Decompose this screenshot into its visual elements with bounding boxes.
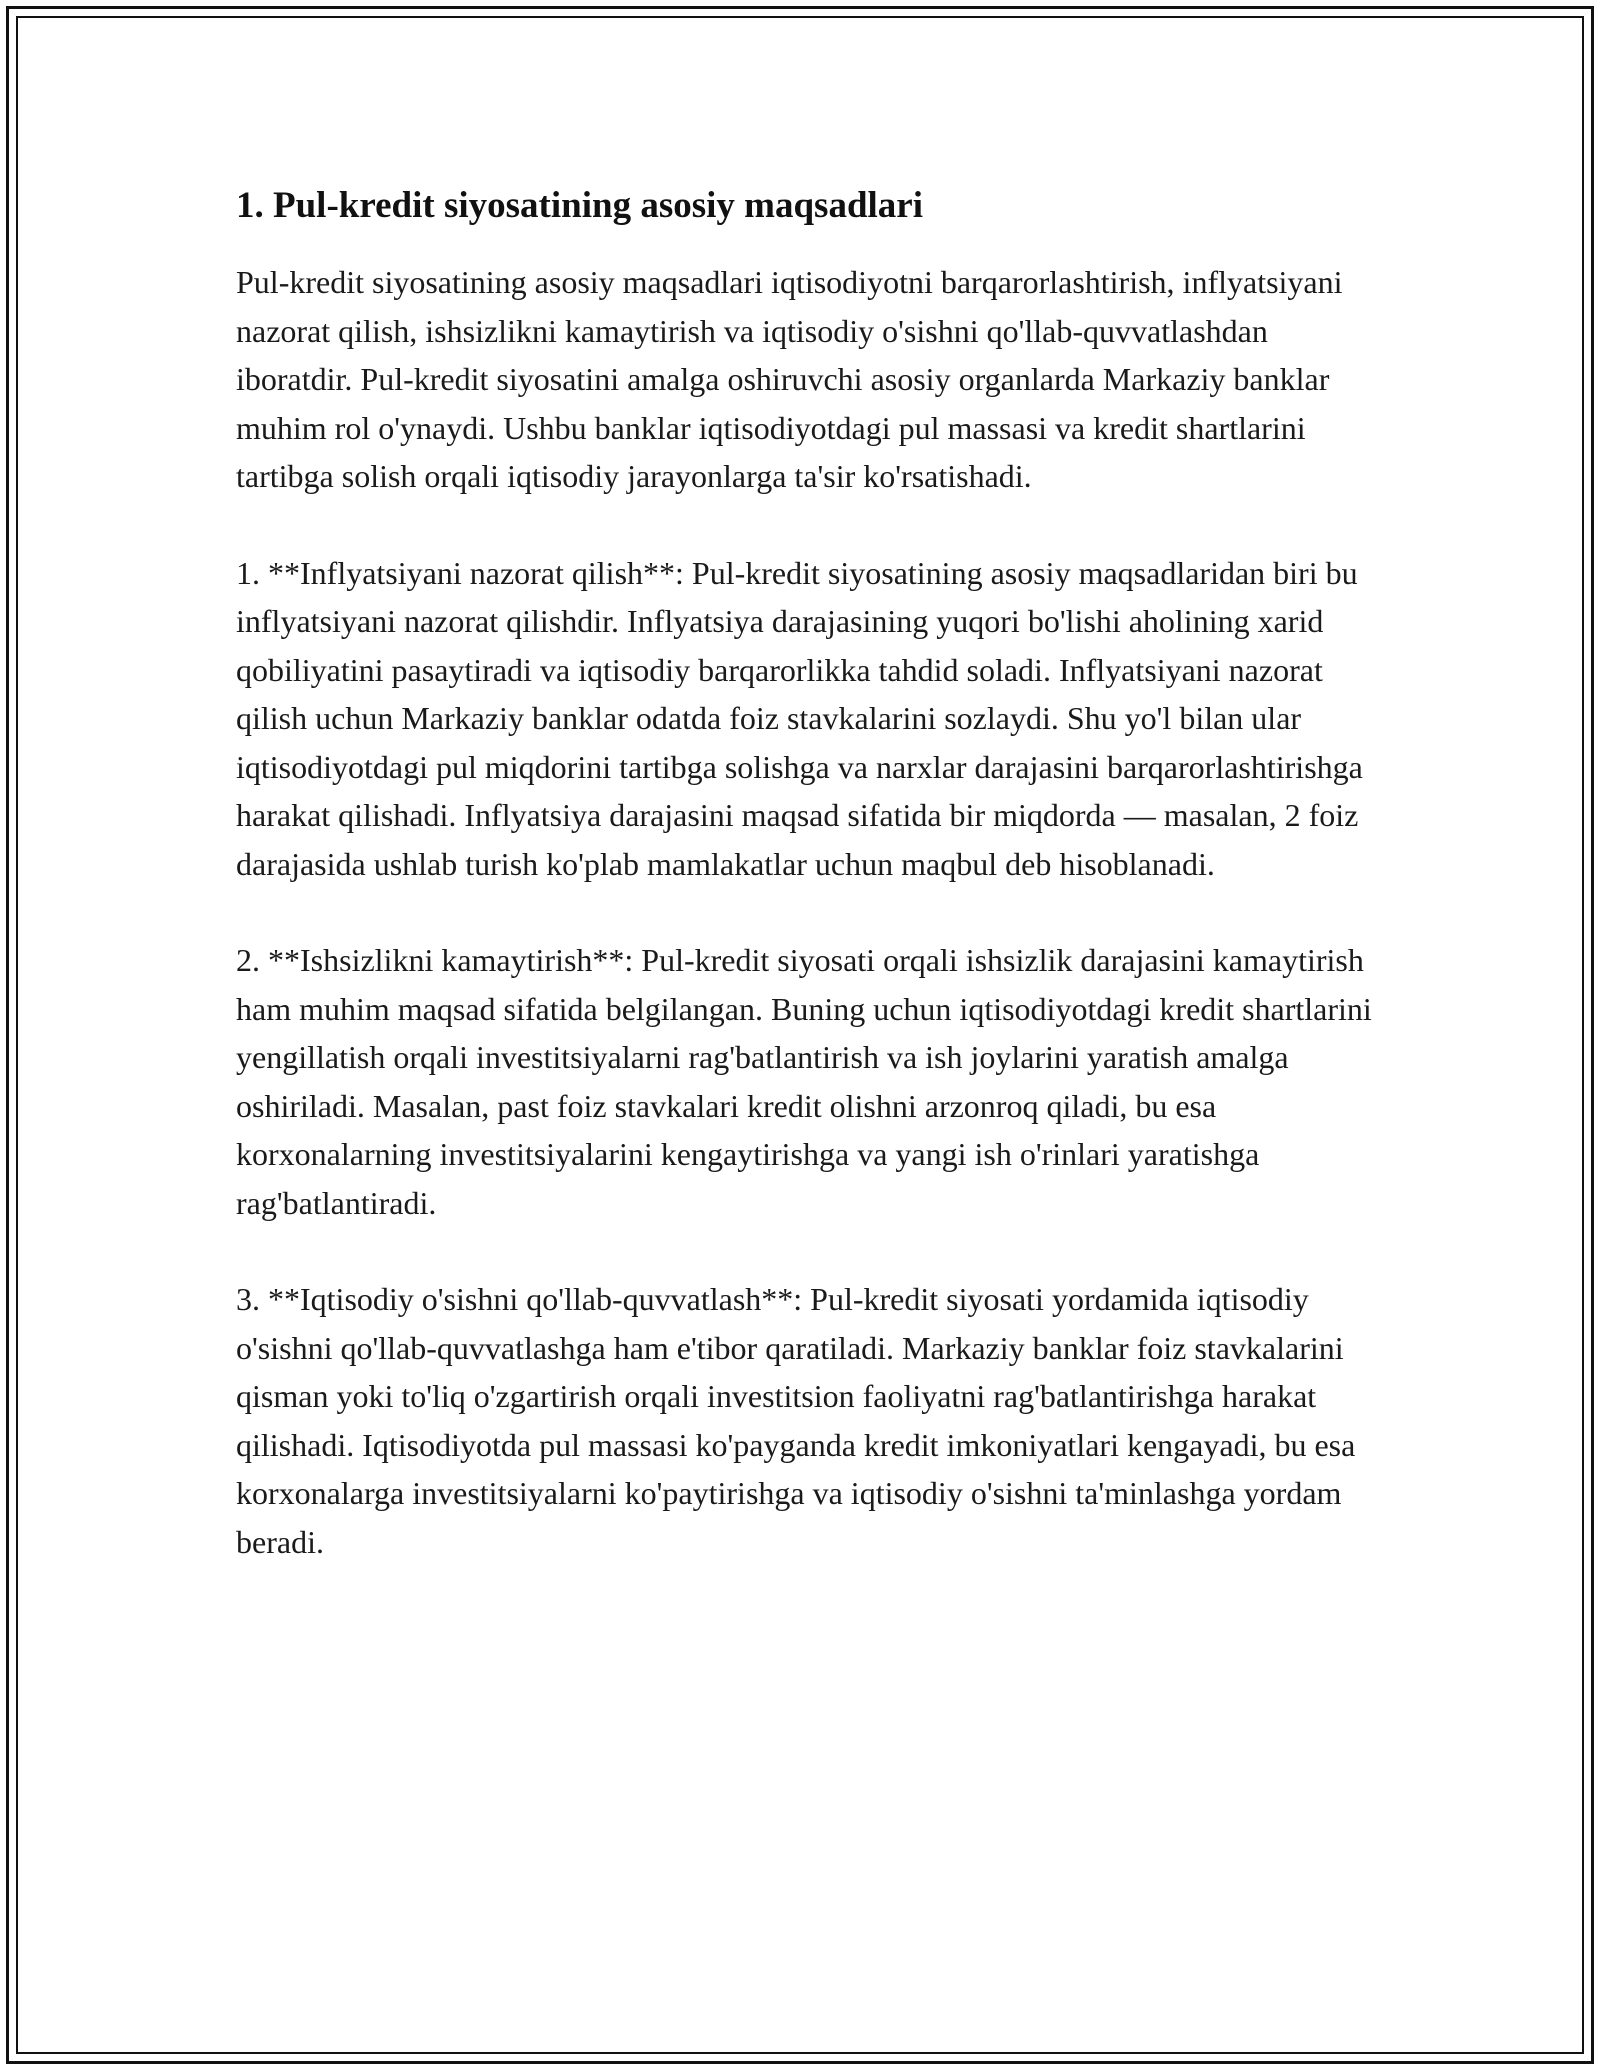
paragraph-inflation-control: 1. **Inflyatsiyani nazorat qilish**: Pul-kredit siyosatining asosiy maqsadlaridan biri bu inflyatsiyani nazorat qilishdir. Inflyatsiya darajasining yuqori bo'lishi aholining xarid qobiliyatini pasaytiradi va iqtisodiy barqarorlikka tahdid soladi. Inflyatsiyani nazorat qilish uchun Markaziy banklar odatda foiz stavkalarini sozlaydi. Shu yo'l bilan ular iqtisodiyotdagi pul miqdorini tartibga solishga va narxlar darajasini barqarorlashtirishga harakat qilishadi. Inflyatsiya darajasini maqsad sifatida bir miqdorda — masalan, 2 foiz darajasida ushlab turish ko'plab mamlakatlar uchun maqbul deb hisoblanadi. xyxy=(236,554,1363,882)
intro-paragraph: Pul-kredit siyosatining asosiy maqsadlari iqtisodiyotni barqarorlashtirish, inflyatsiyani nazorat qilish, ishsizlikni kamaytirish va iqtisodiy o'sishni qo'llab-quvvatlashdan iboratdir. Pul-kredit siyosatini amalga oshiruvchi asosiy organlarda Markaziy banklar muhim rol o'ynaydi. Ushbu banklar iqtisodiyotdagi pul massasi va kredit shartlarini tartibga solish orqali iqtisodiy jarayonlarga ta'sir ko'rsatishadi. xyxy=(236,264,1343,494)
paragraph-economic-growth: 3. **Iqtisodiy o'sishni qo'llab-quvvatlash**: Pul-kredit siyosati yordamida iqtisodiy o'sishni qo'llab-quvvatlashga ham e'tibor qaratiladi. Markaziy banklar foiz stavkalarini qisman yoki to'liq o'zgartirish orqali investitsion faoliyatni rag'batlantirishga harakat qilishadi. Iqtisodiyotda pul massasi ko'payganda kredit imkoniyatlari kengayadi, bu esa korxonalarga investitsiyalarni ko'paytirishga va iqtisodiy o'sishni ta'minlashga yordam beradi. xyxy=(236,1281,1356,1560)
paragraph-unemployment-reduction: 2. **Ishsizlikni kamaytirish**: Pul-kredit siyosati orqali ishsizlik darajasini kamaytirish ham muhim maqsad sifatida belgilangan. Buning uchun iqtisodiyotdagi kredit shartlarini yengillatish orqali investitsiyalarni rag'batlantirish va ish joylarini yaratish amalga oshiriladi. Masalan, past foiz stavkalari kredit olishni arzonroq qiladi, bu esa korxonalarning investitsiyalarini kengaytirishga va yangi ish o'rinlari yaratishga rag'batlantiradi. xyxy=(236,942,1372,1221)
section-heading: 1. Pul-kredit siyosatining asosiy maqsadlari xyxy=(236,185,924,226)
document-body xyxy=(236,184,1376,1614)
